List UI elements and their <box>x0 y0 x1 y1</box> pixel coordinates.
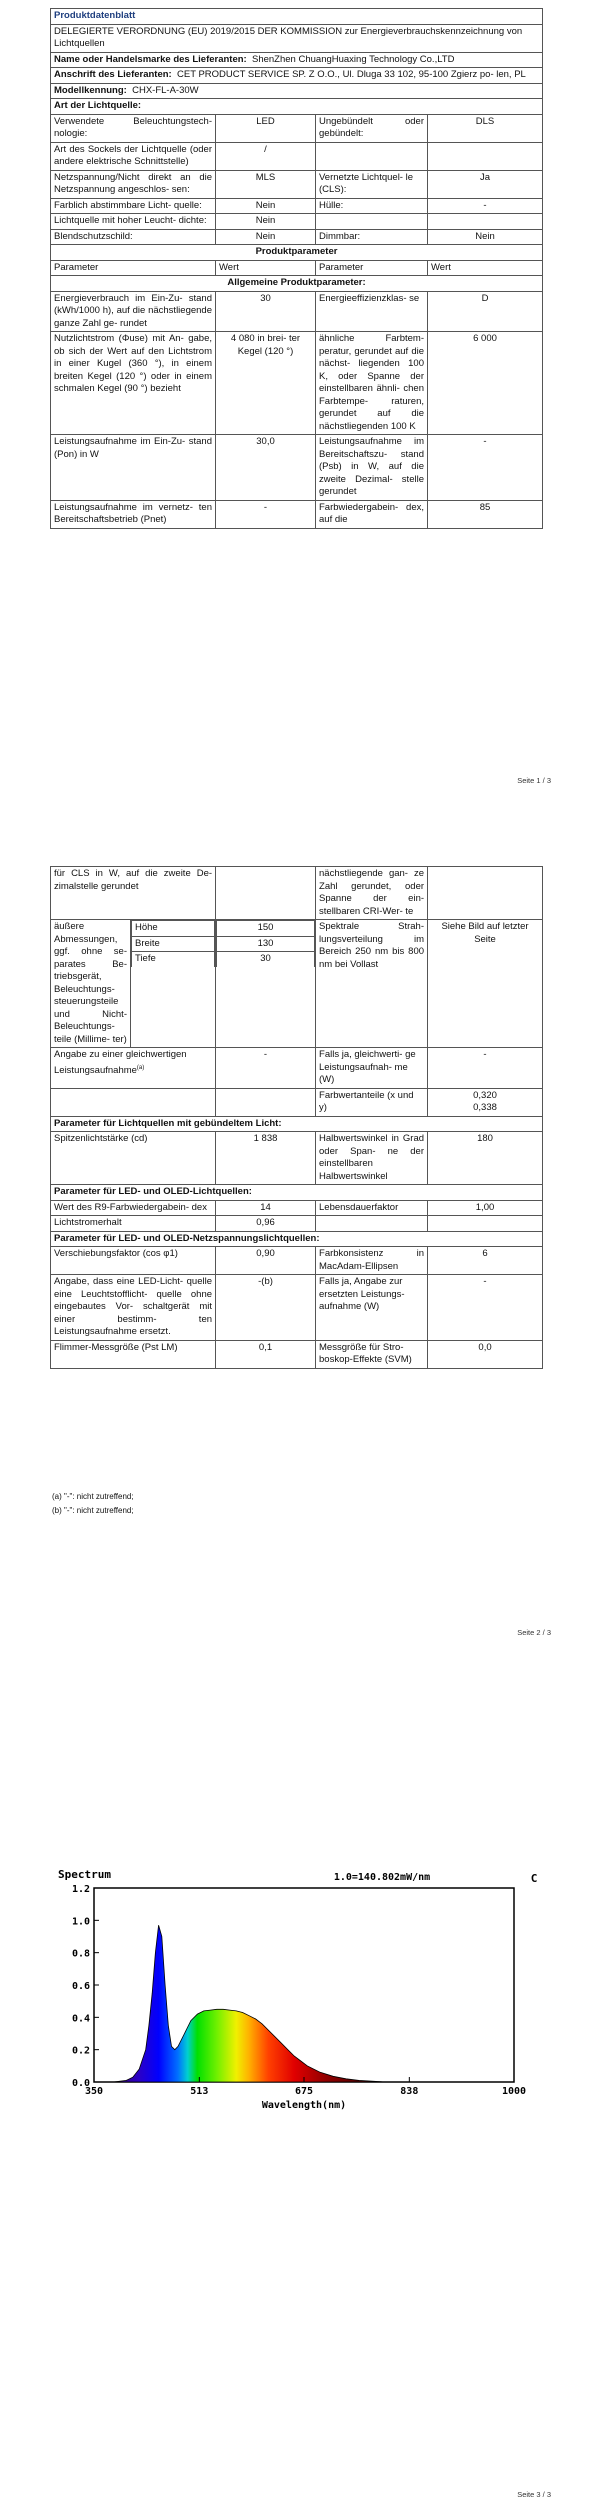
page-number: Seite 2 / 3 <box>517 1628 551 1637</box>
param-row: Spitzenlichtstärke (cd) 1 838 Halbwertswinkel in Grad oder Span- ne der einstellbaren Halbwertswinkel 180 <box>51 1132 543 1185</box>
y-tick-label: 0.0 <box>71 2078 90 2089</box>
spec-row: Verwendete Beleuchtungstech- nologie: LED Ungebündelt oder gebündelt: DLS <box>51 114 543 142</box>
dimensions-values: 150 130 30 <box>216 920 315 967</box>
mains-led-heading: Parameter für LED- und OLED-Netzspannungslichtquellen: <box>51 1231 543 1247</box>
y-tick-label: 1.0 <box>71 1916 90 1928</box>
model-row: Modellkennung: CHX-FL-A-30W <box>51 83 543 99</box>
directional-heading: Parameter für Lichtquellen mit gebündeltem Licht: <box>51 1116 543 1132</box>
column-header-row: Parameter Wert Parameter Wert <box>51 260 543 276</box>
general-params-heading: Allgemeine Produktparameter: <box>51 276 543 292</box>
x-tick-label: 675 <box>294 2086 314 2097</box>
param-row: Verschiebungsfaktor (cos φ1) 0,90 Farbkonsistenz in MacAdam-Ellipsen 6 <box>51 1247 543 1275</box>
light-type-heading: Art der Lichtquelle: <box>51 99 543 115</box>
page-number: Seite 1 / 3 <box>517 776 551 785</box>
y-tick-label: 0.8 <box>71 1948 90 1960</box>
colour-coordinates-row: Farbwertanteile (x und y) 0,320 0,338 <box>51 1088 543 1116</box>
page-number: Seite 3 / 3 <box>517 2490 551 2499</box>
supplier-address-row: Anschrift des Lieferanten: CET PRODUCT SERVICE SP. Z O.O., Ul. Dluga 33 102, 95-100 Zgierz po- len, PL <box>51 68 543 84</box>
spec-row: Farblich abstimmbare Licht- quelle: Nein Hülle: - <box>51 198 543 214</box>
footnote-b: (b) "-": nicht zutreffend; <box>52 1506 134 1515</box>
y-tick-label: 1.2 <box>71 1884 90 1895</box>
x-axis-label: Wavelength(nm) <box>261 2100 347 2111</box>
dimensions-subtable: Höhe Breite Tiefe <box>131 920 215 967</box>
param-row-continued: für CLS in W, auf die zweite De- zimalstelle gerundet nächstliegende gan- ze Zahl gerundet, oder Spanne der ein- stellbaren CRI-Wer- te <box>51 867 543 920</box>
datasheet-table-p2 <box>50 866 543 1369</box>
y-tick-label: 0.4 <box>71 2013 90 2025</box>
spec-row: Blendschutzschild: Nein Dimmbar: Nein <box>51 229 543 245</box>
param-row: Wert des R9-Farbwiedergabein- dex 14 Lebensdauerfaktor 1,00 <box>51 1200 543 1216</box>
param-row: Nutzlichtstrom (Φuse) mit An- gabe, ob sich der Wert auf den Lichtstrom in einer Kugel (360 °), in einem breiten Kegel (120 °) oder in einem schmalen Kegel (90 °) bezieht 4 080 in brei- ter Kegel (120 °) ähnliche Farbtem- peratur, gerundet auf die nächst- liegenden 100 K, oder Spanne der einstellbaren ähnli- chen Farbtempe- raturen, gerundet auf die nächstliegenden 100 K 6 000 <box>51 332 543 435</box>
spec-row: Netzspannung/Nicht direkt an die Netzspannung angeschlos- sen: MLS Vernetzte Lichtquel- le (CLS): Ja <box>51 170 543 198</box>
datasheet-table-p1 <box>50 8 543 529</box>
chart-edge-mark: C <box>530 1872 538 1885</box>
page-2 <box>0 790 591 1650</box>
param-row: Leistungsaufnahme im Ein-Zu- stand (Pon) in W 30,0 Leistungsaufnahme im Bereitschaftszu- stand (Psb) in W, auf die zweite Dezimal- stelle gerundet - <box>51 435 543 501</box>
param-row: Flimmer-Messgröße (Pst LM) 0,1 Messgröße für Stro- boskop-Effekte (SVM) 0,0 <box>51 1340 543 1368</box>
dimensions-row: äußere Abmessungen, ggf. ohne se- parates Be- triebsgerät, Beleuchtungs- steuerungsteile und Nicht- Beleuchtungs- teile (Millime- ter) Höhe Breite Tiefe 150 130 30 Spektrale Strah- lungsverteilung im Bereich 250 nm bis 800 nm bei Vollast Siehe Bild auf letzter Seite <box>51 920 543 1048</box>
y-tick-label: 0.6 <box>71 1981 90 1992</box>
footnotes <box>52 1490 134 1518</box>
chart-title: Spectrum <box>58 1868 111 1881</box>
param-row: Lichtstromerhalt 0,96 <box>51 1216 543 1232</box>
x-tick-label: 513 <box>190 2086 209 2097</box>
spec-row: Lichtquelle mit hoher Leucht- dichte: Nein <box>51 214 543 230</box>
footnote-a: (a) "-": nicht zutreffend; <box>52 1492 134 1501</box>
x-tick-label: 838 <box>400 2086 419 2097</box>
chart-annotation: 1.0=140.802mW/nm <box>333 1872 431 1883</box>
led-heading: Parameter für LED- und OLED-Lichtquellen: <box>51 1185 543 1201</box>
equivalent-power-row: Angabe zu einer gleichwertigen Leistungsaufnahme$^{(a)}$ - Falls ja, gleichwerti- ge Leistungsaufnah- me (W) - <box>51 1048 543 1089</box>
page-1 <box>0 0 591 790</box>
y-tick-label: 0.2 <box>71 2045 90 2057</box>
regulation-text: DELEGIERTE VERORDNUNG (EU) 2019/2015 DER KOMMISSION zur Energieverbrauchskennzeichnung von Lichtquellen <box>51 24 543 52</box>
param-row: Angabe, dass eine LED-Licht- quelle eine Leuchtstofflicht- quelle ohne eingebautes Vor- schaltgerät mit einer bestimm- ten Leistungsaufnahme ersetzt. -(b) Falls ja, Angabe zur ersetzten Leistungs- aufnahme (W) - <box>51 1275 543 1341</box>
x-tick-label: 1000 <box>501 2086 527 2097</box>
spectrum-chart <box>52 1866 544 2118</box>
spec-row: Art des Sockels der Lichtquelle (oder andere elektrische Schnittstelle) / <box>51 142 543 170</box>
supplier-name-row: Name oder Handelsmarke des Lieferanten: ShenZhen ChuangHuaxing Technology Co.,LTD <box>51 52 543 68</box>
product-params-heading: Produktparameter <box>51 245 543 261</box>
page-title: Produktdatenblatt <box>51 9 543 25</box>
param-row: Leistungsaufnahme im vernetz- ten Bereitschaftsbetrieb (Pnet) - Farbwiedergabein- dex, auf die 85 <box>51 500 543 528</box>
spectrum-svg <box>52 1866 544 2118</box>
spectrum-area <box>94 1925 514 2082</box>
page-3 <box>0 1650 591 2510</box>
param-row: Energieverbrauch im Ein-Zu- stand (kWh/1000 h), auf die nächstliegende ganze Zahl ge- rundet 30 Energieeffizienzklas- se D <box>51 291 543 332</box>
x-tick-label: 350 <box>84 2086 104 2097</box>
